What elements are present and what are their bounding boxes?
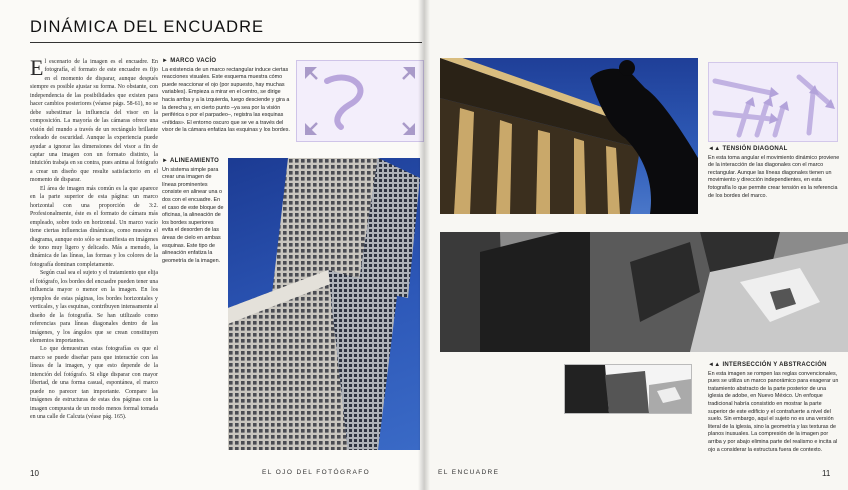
diagram-arrows (709, 63, 837, 141)
columns-photo (440, 58, 698, 214)
caption-heading: ◄▲ INTERSECCIÓN Y ABSTRACCIÓN (708, 362, 827, 368)
caption-alineamiento (162, 158, 224, 265)
diagram-arrows (297, 61, 423, 141)
skyscraper-drawing (228, 158, 420, 450)
page-title: DINÁMICA DEL ENCUADRE (30, 18, 265, 36)
running-footer: EL OJO DEL FOTÓGRAFO (262, 469, 371, 476)
title-rule (30, 42, 422, 43)
paragraph-1: El escenario de la imagen es el encuadre. En fotografía, el formato de este encuadre es fijo en el momento de disparar, aunque después siempre es posible ajustar su forma. No obstante, con independencia de las posibilidades que existen para hacer cambios posteriores (véanse págs. 58-61), no se debe subestimar la influencia del visor en la composición. La mayoría de las cámaras ofrece una visión del mundo a través de un rectángulo brillante rodeado de oscuridad. Aunque la experiencia puede ayudar a ignorar las dimensiones del visor a fin de captar una imagen con un formato distinto, la intuición trabaja en su contra, pues anima al fotógrafo a crear un diseño que resulte satisfactorio en el momento de disparar. (30, 55, 158, 184)
caption-text: En esta toma angular el movimiento dinámico proviene de la interacción de las diagonales con el marco rectangular. Aunque las líneas diagonales tienen un movimiento y dirección independientes, en esta fotografía lo que permite crear tensión es la referencia de los bordes del marco. (708, 154, 840, 199)
paragraph-4: Lo que demuestran estas fotografías es que el marco se puede diseñar para que interactúe con las líneas de la imagen, y que esto depende de la intención del fotógrafo. Si elige disparar con mayor libertad, de una forma casual, espontánea, el marco puede no parecer tan importante. Compare las imágenes de estructuras de estas dos páginas con la imagen compuesta de un modo menos formal tomada en una calle de Calcuta (véase pág. 165). (30, 346, 158, 421)
paragraph-2: El área de imagen más común es la que aparece en la parte superior de esta página: un marco horizontal con una proporción de 3:2. Profesionalmente, éste es el formato de cámara más empleado, sobre todo en horizontal. Un marco vacío tiene ciertas influencias dinámicas, como muestra el diagrama, aunque esto sólo se manifiesta en imágenes de tono muy ligero y delicado. Más a menudo, la dinámica de las líneas, las formas y los colores de la fotografía dominan completamente. (30, 185, 158, 268)
caption-text: La existencia de un marco rectangular induce ciertas reacciones visuales. Este esquema muestra cómo puede reaccionar el ojo (por supuesto, hay muchas variables). Empieza a mirar en el centro, se dirige hacia arriba y a la izquierda, luego desciende y gira a la derecha y, en cierto punto –ya sea por la visión periférica o por el parpadeo–, registra las esquinas «nítidas». El entorno oscuro que se ve a través del visor de la cámara enfatiza las esquinas y los bordes. (162, 66, 290, 134)
caption-text: En esta imagen se rompen las reglas convencionales, pues se utiliza un marco panorámico para exagerar un tratamiento abstracto de la parte posterior de una iglesia de adobe, en Nuevo México. Un enfoque tradicional habría consistido en mostrar la parte superior de este edificio y el contrafuerte a nivel del suelo. Sin embargo, aquí el sujeto no es una versión literal de la iglesia, sino la geometría y las texturas de planos inusuales. La compresión de la imagen por arriba y por abajo elimina parte del realismo e incita al ojo a considerar la estructura fuera de contexto. (708, 370, 839, 453)
drop-cap: E (30, 55, 44, 80)
church-panorama-photo (440, 232, 848, 352)
body-text (30, 55, 158, 421)
paragraph-3: Según cual sea el sujeto y el tratamiento que elija el fotógrafo, los bordes del encuadre pueden tener una influencia mayor o menor en la imagen. En los ejemplos de estas páginas, los bordes horizontales y verticales, y las esquinas, contribuyen intensamente al diseño de la fotografía. Se han utilizado como referencias para líneas diagonales dentro de las imágenes, y los ángulos que se crean constituyen elementos importantes. (30, 270, 158, 344)
empty-frame-diagram (296, 60, 424, 142)
caption-marco-vacio (162, 58, 290, 135)
church-drawing (440, 232, 848, 352)
caption-heading: ► ALINEAMIENTO (162, 158, 220, 164)
caption-text: Un sistema simple para crear una imagen de líneas prominentes consiste en alinear una o dos con el encuadre. En el caso de este bloque de oficinas, la alineación de los bordes superiores evita el desorden de las áreas de cielo en ambas esquinas. Este tipo de alineación enfatiza la geometría de la imagen. (162, 166, 224, 264)
thumbnail-sketch (564, 364, 692, 414)
diagonal-diagram (708, 62, 838, 142)
running-footer: EL ENCUADRE (438, 469, 500, 476)
book-gutter (418, 0, 430, 490)
right-page (424, 0, 848, 490)
page-number: 11 (822, 469, 831, 478)
columns-drawing (440, 58, 698, 214)
caption-heading: ► MARCO VACÍO (162, 58, 217, 64)
caption-tension-diagonal (708, 146, 842, 200)
thumbnail-drawing (565, 365, 691, 413)
caption-interseccion (708, 362, 842, 454)
caption-heading: ◄▲ TENSIÓN DIAGONAL (708, 146, 788, 152)
page-number: 10 (30, 469, 39, 478)
skyscraper-photo (228, 158, 420, 450)
